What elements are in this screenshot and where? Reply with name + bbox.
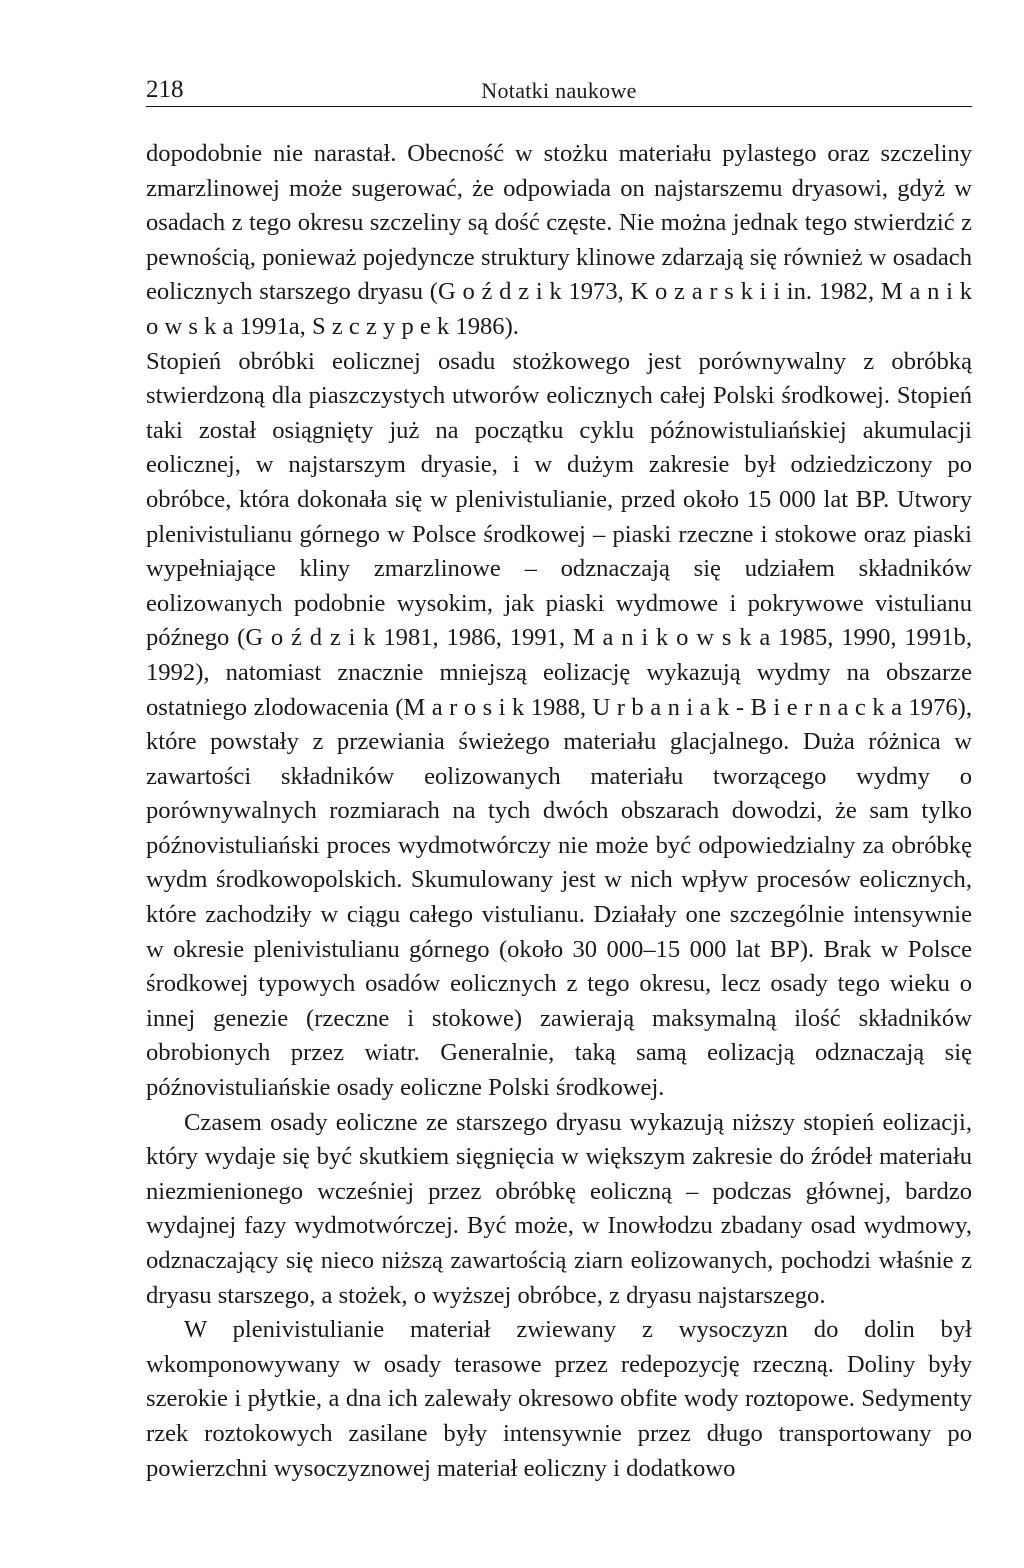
paragraph-continued: dopodobnie nie narastał. Obecność w stożku materiału pylastego oraz szczeliny zmarzlinowej może sugerować, że odpowiada on najstarszemu dryasowi, gdyż w osadach z tego okresu szczeliny są dość częste. Nie można jednak tego stwierdzić z pewnością, ponieważ pojedyncze struktury klinowe zdarzają się również w osadach eolicznych starszego dryasu (G o ź d z i k 1973, K o z a r s k i i in. 1982, M a n i k o w s k a 1991a, S z c z y p e k 1986). <box>146 140 972 340</box>
paragraph: Stopień obróbki eolicznej osadu stożkowego jest porównywalny z obróbką stwierdzoną dla piaszczystych utworów eolicznych całej Polski środkowej. Stopień taki został osiągnięty już na początku cyklu późnowistuliańskiej akumulacji eolicznej, w najstarszym dryasie, i w dużym zakresie był odziedziczony po obróbce, która dokonała się w plenivistulianie, przed około 15 000 lat BP. Utwory plenivistulianu górnego w Polsce środkowej – piaski rzeczne i stokowe oraz piaski wypełniające kliny zmarzlinowe – odznaczają się udziałem składników eolizowanych podobnie wysokim, jak piaski wydmowe i pokrywowe vistulianu późnego (G o ź d z i k 1981, 1986, 1991, M a n i k o w s k a 1985, 1990, 1991b, 1992), natomiast znacznie mniejszą eolizację wykazują wydmy na obszarze ostatniego zlodowacenia (M a r o s i k 1988, U r b a n i a k - B i e r n a c k a 1976), które powstały z przewiania świeżego materiału glacjalnego. Duża różnica w zawartości składników eolizowanych materiału tworzącego wydmy o porównywalnych rozmiarach na tych dwóch obszarach dowodzi, że sam tylko późnovistuliański proces wydmotwórczy nie może być odpowiedzialny za obróbkę wydm środkowopolskich. Skumulowany jest w nich wpływ procesów eolicznych, które zachodziły w ciągu całego vistulianu. Działały one szczególnie intensywnie w okresie plenivistulianu górnego (około 30 000–15 000 lat BP). Brak w Polsce środkowej typowych osadów eolicznych z tego okresu, lecz osady tego wieku o innej genezie (rzeczne i stokowe) zawierają maksymalną ilość składników obrobionych przez wiatr. Generalnie, taką samą eolizacją odznaczają się późnovistuliańskie osady eoliczne Polski środkowej. <box>146 347 972 1102</box>
body-text <box>146 137 972 1486</box>
paragraph: Czasem osady eoliczne ze starszego dryasu wykazują niższy stopień eolizacji, który wydaje się być skutkiem sięgnięcia w większym zakresie do źródeł materiału niezmienionego wcześniej przez obróbkę eoliczną – podczas głównej, bardzo wydajnej fazy wydmotwórczej. Być może, w Inowłodzu zbadany osad wydmowy, odznaczający się nieco niższą zawartością ziarn eolizowanych, pochodzi właśnie z dryasu starszego, a stożek, o wyższej obróbce, z dryasu najstarszego. <box>146 1108 972 1309</box>
paragraph: W plenivistulianie materiał zwiewany z wysoczyzn do dolin był wkomponowywany w osady terasowe przez redepozycję rzeczną. Doliny były szerokie i płytkie, a dna ich zalewały okresowo obfite wody roztopowe. Sedymenty rzek roztokowych zasilane były intensywnie przez długo transportowany po powierzchni wysoczyznowej materiał eoliczny i dodatkowo <box>146 1316 972 1482</box>
page-number: 218 <box>146 76 184 103</box>
page <box>146 72 972 1486</box>
running-title: Notatki naukowe <box>481 78 637 103</box>
running-header <box>146 72 972 107</box>
